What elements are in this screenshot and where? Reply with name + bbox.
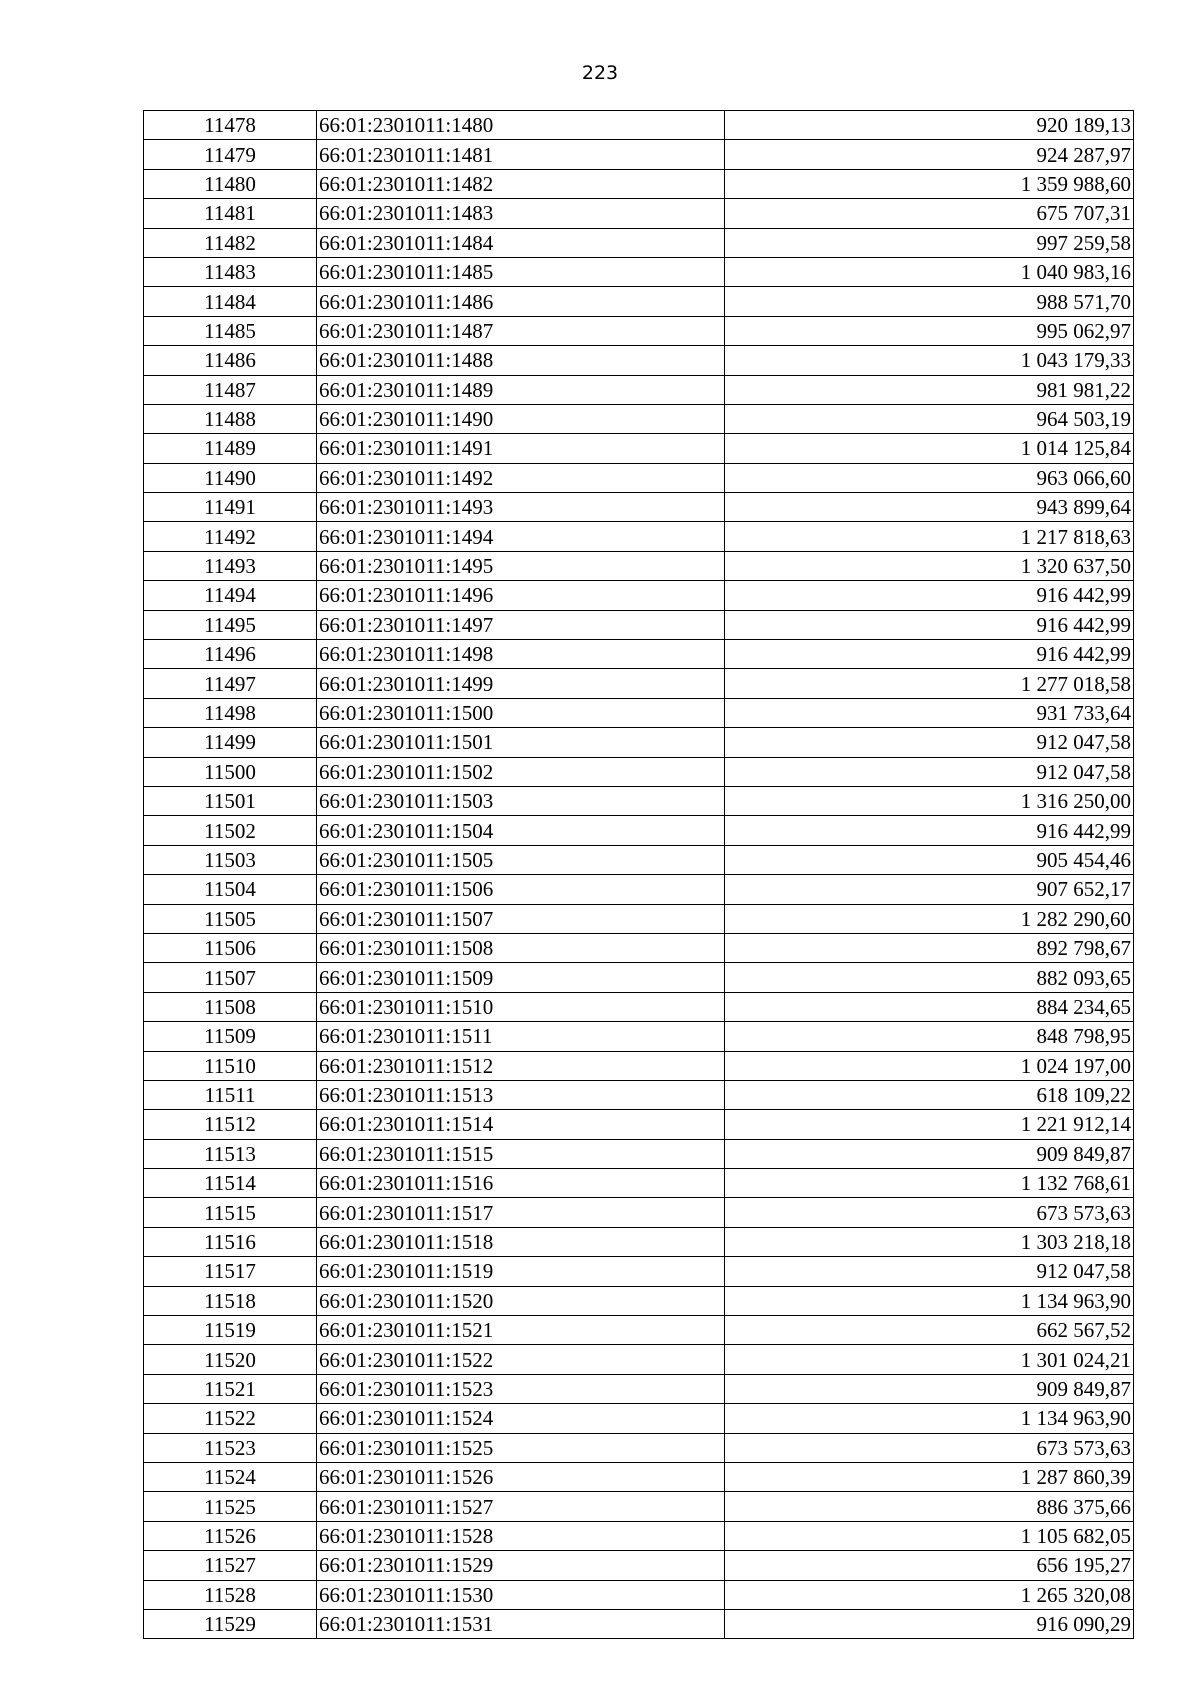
row-number-cell: 11496: [144, 640, 317, 669]
table-row: [144, 1374, 1134, 1403]
cadastral-number-cell: 66:01:2301011:1509: [317, 963, 725, 992]
cadastral-number-cell: 66:01:2301011:1518: [317, 1227, 725, 1256]
cadastral-number-cell: 66:01:2301011:1497: [317, 610, 725, 639]
cadastral-value-cell: 1 134 963,90: [725, 1404, 1134, 1433]
row-number-cell: 11516: [144, 1227, 317, 1256]
row-number-cell: 11481: [144, 199, 317, 228]
cadastral-number-cell: 66:01:2301011:1495: [317, 551, 725, 580]
cadastral-number-cell: 66:01:2301011:1484: [317, 228, 725, 257]
cadastral-number-cell: 66:01:2301011:1503: [317, 786, 725, 815]
cadastral-value-cell: 1 217 818,63: [725, 522, 1134, 551]
cadastral-number-cell: 66:01:2301011:1508: [317, 933, 725, 962]
cadastral-value-cell: 916 442,99: [725, 640, 1134, 669]
row-number-cell: 11507: [144, 963, 317, 992]
row-number-cell: 11515: [144, 1198, 317, 1227]
cadastral-value-cell: 924 287,97: [725, 140, 1134, 169]
table-row: [144, 111, 1134, 140]
table-row: [144, 551, 1134, 580]
cadastral-number-cell: 66:01:2301011:1530: [317, 1580, 725, 1609]
cadastral-number-cell: 66:01:2301011:1493: [317, 493, 725, 522]
cadastral-value-cell: 909 849,87: [725, 1139, 1134, 1168]
table-row: [144, 493, 1134, 522]
table-row: [144, 1139, 1134, 1168]
cadastral-number-cell: 66:01:2301011:1531: [317, 1609, 725, 1638]
table-row: [144, 698, 1134, 727]
cadastral-value-cell: 995 062,97: [725, 316, 1134, 345]
cadastral-number-cell: 66:01:2301011:1481: [317, 140, 725, 169]
cadastral-value-cell: 943 899,64: [725, 493, 1134, 522]
cadastral-value-table: [143, 110, 1134, 1639]
cadastral-value-cell: 1 265 320,08: [725, 1580, 1134, 1609]
row-number-cell: 11518: [144, 1286, 317, 1315]
cadastral-value-cell: 1 287 860,39: [725, 1462, 1134, 1491]
cadastral-value-cell: 912 047,58: [725, 728, 1134, 757]
row-number-cell: 11528: [144, 1580, 317, 1609]
cadastral-value-cell: 675 707,31: [725, 199, 1134, 228]
row-number-cell: 11503: [144, 845, 317, 874]
table-row: [144, 816, 1134, 845]
cadastral-value-cell: 886 375,66: [725, 1492, 1134, 1521]
cadastral-number-cell: 66:01:2301011:1492: [317, 463, 725, 492]
cadastral-number-cell: 66:01:2301011:1519: [317, 1257, 725, 1286]
cadastral-value-cell: 907 652,17: [725, 875, 1134, 904]
table-row: [144, 1022, 1134, 1051]
row-number-cell: 11483: [144, 257, 317, 286]
table-row: [144, 757, 1134, 786]
row-number-cell: 11520: [144, 1345, 317, 1374]
row-number-cell: 11486: [144, 346, 317, 375]
row-number-cell: 11485: [144, 316, 317, 345]
row-number-cell: 11526: [144, 1521, 317, 1550]
row-number-cell: 11478: [144, 111, 317, 140]
row-number-cell: 11479: [144, 140, 317, 169]
cadastral-number-cell: 66:01:2301011:1482: [317, 169, 725, 198]
row-number-cell: 11488: [144, 404, 317, 433]
cadastral-value-cell: 916 442,99: [725, 610, 1134, 639]
table-row: [144, 346, 1134, 375]
table-row: [144, 316, 1134, 345]
table-row: [144, 1316, 1134, 1345]
cadastral-number-cell: 66:01:2301011:1521: [317, 1316, 725, 1345]
cadastral-number-cell: 66:01:2301011:1516: [317, 1169, 725, 1198]
cadastral-number-cell: 66:01:2301011:1483: [317, 199, 725, 228]
cadastral-number-cell: 66:01:2301011:1488: [317, 346, 725, 375]
cadastral-value-cell: 1 040 983,16: [725, 257, 1134, 286]
row-number-cell: 11519: [144, 1316, 317, 1345]
table-row: [144, 845, 1134, 874]
cadastral-number-cell: 66:01:2301011:1528: [317, 1521, 725, 1550]
table-row: [144, 287, 1134, 316]
table-row: [144, 904, 1134, 933]
table-row: [144, 1051, 1134, 1080]
cadastral-number-cell: 66:01:2301011:1511: [317, 1022, 725, 1051]
cadastral-number-cell: 66:01:2301011:1480: [317, 111, 725, 140]
cadastral-value-cell: 662 567,52: [725, 1316, 1134, 1345]
cadastral-number-cell: 66:01:2301011:1502: [317, 757, 725, 786]
table-row: [144, 1609, 1134, 1638]
row-number-cell: 11502: [144, 816, 317, 845]
table-row: [144, 375, 1134, 404]
row-number-cell: 11504: [144, 875, 317, 904]
cadastral-number-cell: 66:01:2301011:1526: [317, 1462, 725, 1491]
cadastral-value-cell: 1 132 768,61: [725, 1169, 1134, 1198]
table-row: [144, 669, 1134, 698]
cadastral-number-cell: 66:01:2301011:1525: [317, 1433, 725, 1462]
table-row: [144, 404, 1134, 433]
table-row: [144, 522, 1134, 551]
table-row: [144, 169, 1134, 198]
row-number-cell: 11524: [144, 1462, 317, 1491]
row-number-cell: 11509: [144, 1022, 317, 1051]
table-row: [144, 581, 1134, 610]
row-number-cell: 11513: [144, 1139, 317, 1168]
page-number: 223: [581, 62, 619, 84]
table-row: [144, 1227, 1134, 1256]
row-number-cell: 11494: [144, 581, 317, 610]
cadastral-number-cell: 66:01:2301011:1527: [317, 1492, 725, 1521]
row-number-cell: 11522: [144, 1404, 317, 1433]
cadastral-value-cell: 1 014 125,84: [725, 434, 1134, 463]
row-number-cell: 11497: [144, 669, 317, 698]
cadastral-value-cell: 964 503,19: [725, 404, 1134, 433]
cadastral-value-cell: 882 093,65: [725, 963, 1134, 992]
table-row: [144, 728, 1134, 757]
row-number-cell: 11492: [144, 522, 317, 551]
row-number-cell: 11523: [144, 1433, 317, 1462]
table-row: [144, 1169, 1134, 1198]
row-number-cell: 11495: [144, 610, 317, 639]
cadastral-number-cell: 66:01:2301011:1489: [317, 375, 725, 404]
cadastral-value-cell: 884 234,65: [725, 992, 1134, 1021]
cadastral-number-cell: 66:01:2301011:1520: [317, 1286, 725, 1315]
cadastral-value-cell: 931 733,64: [725, 698, 1134, 727]
cadastral-value-cell: 1 105 682,05: [725, 1521, 1134, 1550]
cadastral-value-cell: 988 571,70: [725, 287, 1134, 316]
cadastral-value-cell: 916 442,99: [725, 816, 1134, 845]
table-row: [144, 1345, 1134, 1374]
cadastral-value-cell: 920 189,13: [725, 111, 1134, 140]
cadastral-number-cell: 66:01:2301011:1514: [317, 1110, 725, 1139]
row-number-cell: 11491: [144, 493, 317, 522]
cadastral-value-cell: 1 043 179,33: [725, 346, 1134, 375]
row-number-cell: 11521: [144, 1374, 317, 1403]
cadastral-value-cell: 618 109,22: [725, 1080, 1134, 1109]
cadastral-value-cell: 1 303 218,18: [725, 1227, 1134, 1256]
table-row: [144, 1286, 1134, 1315]
cadastral-number-cell: 66:01:2301011:1507: [317, 904, 725, 933]
cadastral-value-cell: 892 798,67: [725, 933, 1134, 962]
cadastral-number-cell: 66:01:2301011:1517: [317, 1198, 725, 1227]
cadastral-number-cell: 66:01:2301011:1501: [317, 728, 725, 757]
table-row: [144, 1257, 1134, 1286]
cadastral-value-cell: 1 316 250,00: [725, 786, 1134, 815]
cadastral-number-cell: 66:01:2301011:1522: [317, 1345, 725, 1374]
row-number-cell: 11490: [144, 463, 317, 492]
row-number-cell: 11484: [144, 287, 317, 316]
cadastral-number-cell: 66:01:2301011:1524: [317, 1404, 725, 1433]
row-number-cell: 11482: [144, 228, 317, 257]
table-row: [144, 1462, 1134, 1491]
row-number-cell: 11510: [144, 1051, 317, 1080]
table-row: [144, 992, 1134, 1021]
row-number-cell: 11487: [144, 375, 317, 404]
cadastral-number-cell: 66:01:2301011:1494: [317, 522, 725, 551]
cadastral-value-cell: 656 195,27: [725, 1551, 1134, 1580]
cadastral-number-cell: 66:01:2301011:1499: [317, 669, 725, 698]
cadastral-number-cell: 66:01:2301011:1500: [317, 698, 725, 727]
row-number-cell: 11489: [144, 434, 317, 463]
cadastral-value-cell: 673 573,63: [725, 1433, 1134, 1462]
cadastral-number-cell: 66:01:2301011:1515: [317, 1139, 725, 1168]
cadastral-number-cell: 66:01:2301011:1523: [317, 1374, 725, 1403]
cadastral-number-cell: 66:01:2301011:1506: [317, 875, 725, 904]
row-number-cell: 11514: [144, 1169, 317, 1198]
table-row: [144, 199, 1134, 228]
cadastral-value-cell: 912 047,58: [725, 1257, 1134, 1286]
cadastral-number-cell: 66:01:2301011:1485: [317, 257, 725, 286]
table-row: [144, 1521, 1134, 1550]
row-number-cell: 11527: [144, 1551, 317, 1580]
cadastral-value-cell: 1 359 988,60: [725, 169, 1134, 198]
cadastral-value-cell: 916 090,29: [725, 1609, 1134, 1638]
table-row: [144, 1110, 1134, 1139]
table-row: [144, 1404, 1134, 1433]
table-row: [144, 640, 1134, 669]
cadastral-number-cell: 66:01:2301011:1487: [317, 316, 725, 345]
table-row: [144, 1198, 1134, 1227]
table-row: [144, 257, 1134, 286]
cadastral-value-cell: 909 849,87: [725, 1374, 1134, 1403]
row-number-cell: 11506: [144, 933, 317, 962]
table-row: [144, 463, 1134, 492]
table-body: [144, 111, 1134, 1639]
table-row: [144, 1433, 1134, 1462]
cadastral-value-cell: 912 047,58: [725, 757, 1134, 786]
table-row: [144, 228, 1134, 257]
row-number-cell: 11517: [144, 1257, 317, 1286]
row-number-cell: 11512: [144, 1110, 317, 1139]
cadastral-value-cell: 1 320 637,50: [725, 551, 1134, 580]
table-row: [144, 610, 1134, 639]
table-row: [144, 875, 1134, 904]
cadastral-number-cell: 66:01:2301011:1498: [317, 640, 725, 669]
table-row: [144, 1551, 1134, 1580]
cadastral-value-cell: 1 282 290,60: [725, 904, 1134, 933]
cadastral-number-cell: 66:01:2301011:1490: [317, 404, 725, 433]
cadastral-value-cell: 997 259,58: [725, 228, 1134, 257]
table-row: [144, 1580, 1134, 1609]
row-number-cell: 11480: [144, 169, 317, 198]
cadastral-value-cell: 963 066,60: [725, 463, 1134, 492]
row-number-cell: 11493: [144, 551, 317, 580]
cadastral-value-cell: 905 454,46: [725, 845, 1134, 874]
table-row: [144, 933, 1134, 962]
row-number-cell: 11500: [144, 757, 317, 786]
cadastral-number-cell: 66:01:2301011:1491: [317, 434, 725, 463]
cadastral-number-cell: 66:01:2301011:1510: [317, 992, 725, 1021]
table-row: [144, 1492, 1134, 1521]
cadastral-value-cell: 981 981,22: [725, 375, 1134, 404]
cadastral-number-cell: 66:01:2301011:1512: [317, 1051, 725, 1080]
cadastral-value-cell: 1 301 024,21: [725, 1345, 1134, 1374]
row-number-cell: 11525: [144, 1492, 317, 1521]
cadastral-value-cell: 1 221 912,14: [725, 1110, 1134, 1139]
table-row: [144, 140, 1134, 169]
table-row: [144, 1080, 1134, 1109]
cadastral-value-cell: 848 798,95: [725, 1022, 1134, 1051]
cadastral-value-cell: 1 024 197,00: [725, 1051, 1134, 1080]
cadastral-number-cell: 66:01:2301011:1513: [317, 1080, 725, 1109]
cadastral-number-cell: 66:01:2301011:1529: [317, 1551, 725, 1580]
row-number-cell: 11511: [144, 1080, 317, 1109]
row-number-cell: 11501: [144, 786, 317, 815]
row-number-cell: 11508: [144, 992, 317, 1021]
cadastral-number-cell: 66:01:2301011:1496: [317, 581, 725, 610]
table-row: [144, 786, 1134, 815]
cadastral-value-cell: 916 442,99: [725, 581, 1134, 610]
cadastral-number-cell: 66:01:2301011:1504: [317, 816, 725, 845]
row-number-cell: 11498: [144, 698, 317, 727]
cadastral-value-cell: 1 277 018,58: [725, 669, 1134, 698]
row-number-cell: 11499: [144, 728, 317, 757]
cadastral-value-cell: 1 134 963,90: [725, 1286, 1134, 1315]
cadastral-value-cell: 673 573,63: [725, 1198, 1134, 1227]
cadastral-number-cell: 66:01:2301011:1486: [317, 287, 725, 316]
row-number-cell: 11529: [144, 1609, 317, 1638]
table-row: [144, 963, 1134, 992]
row-number-cell: 11505: [144, 904, 317, 933]
cadastral-number-cell: 66:01:2301011:1505: [317, 845, 725, 874]
table-row: [144, 434, 1134, 463]
